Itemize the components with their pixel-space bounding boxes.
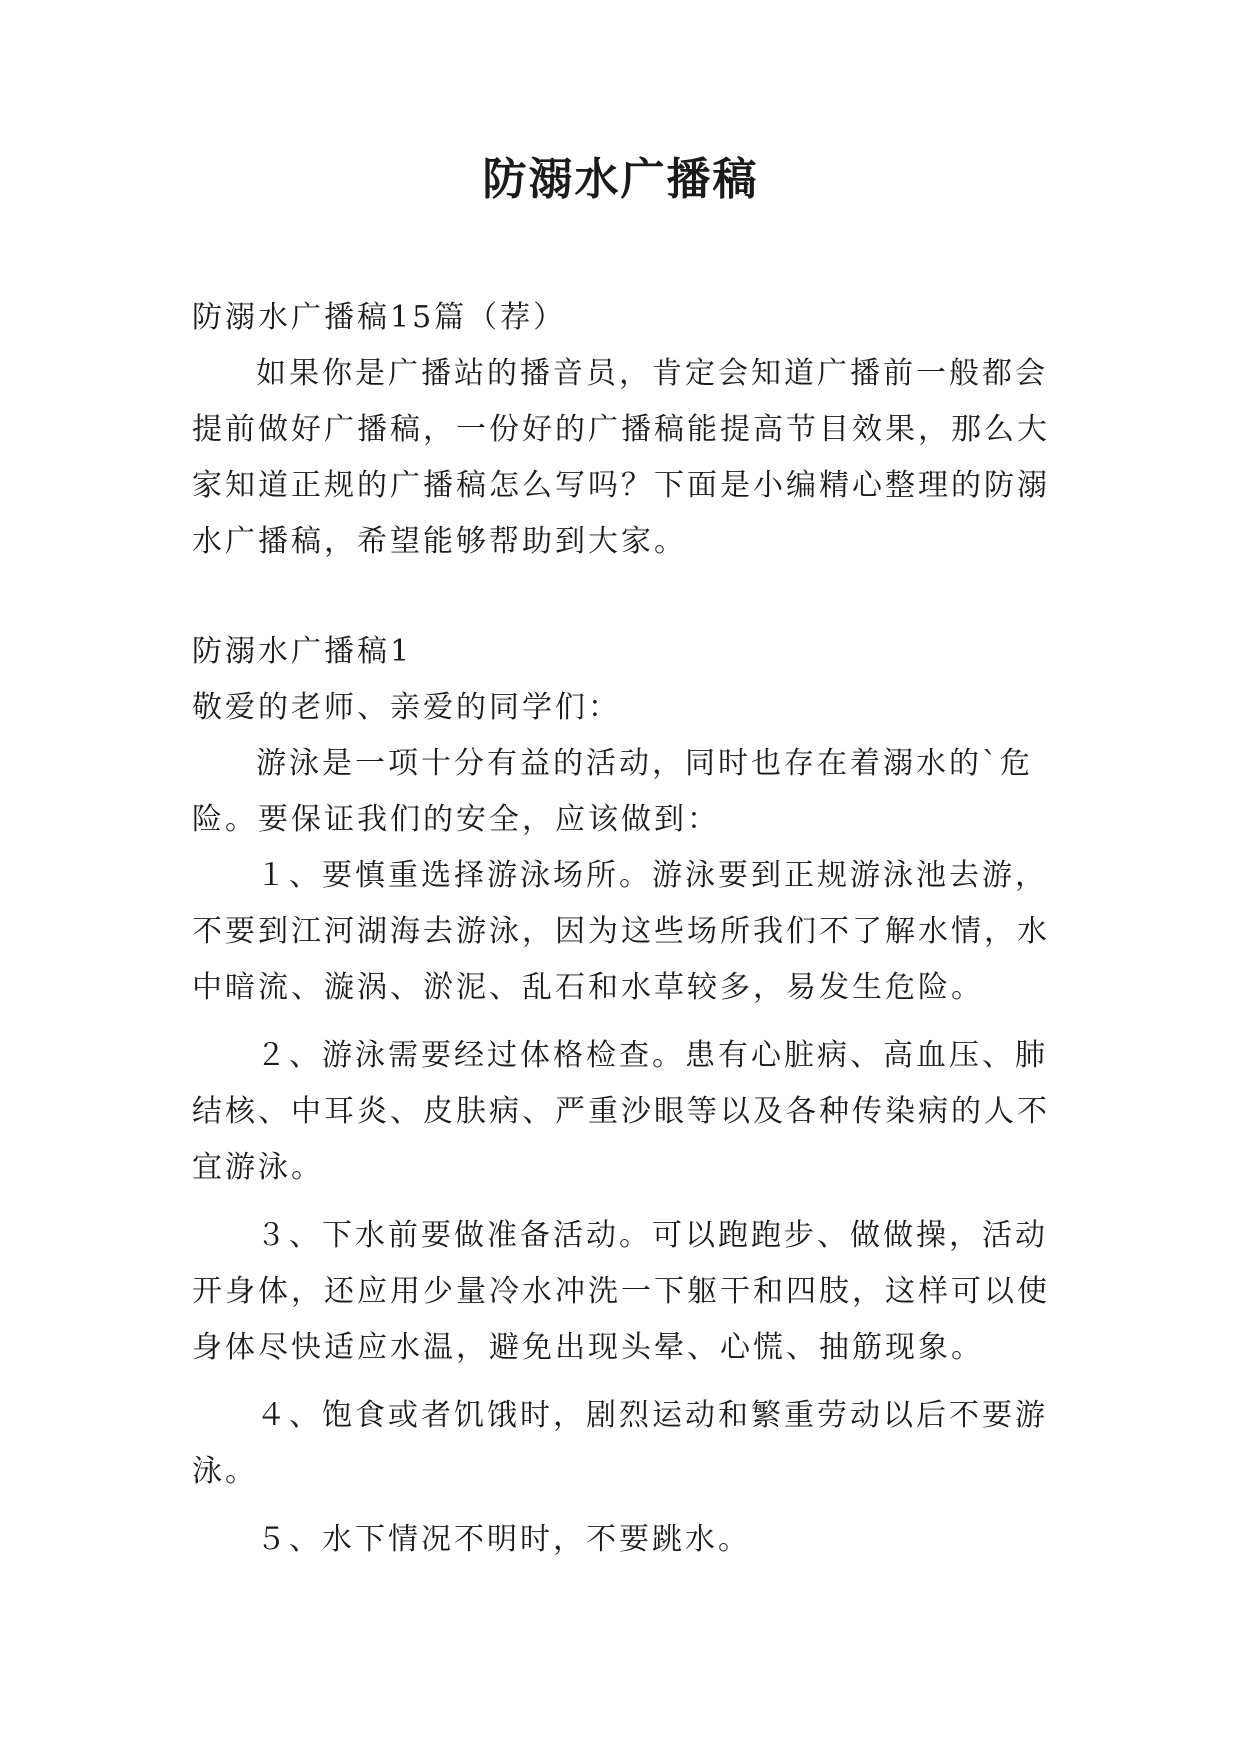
document-title: 防溺水广播稿 xyxy=(482,154,759,205)
list-item-5: ５、水下情况不明时，不要跳水。 xyxy=(256,1522,751,1557)
body-paragraph: 游泳是一项十分有益的活动，同时也存在着溺水的`危险。要保证我们的安全，应该做到： xyxy=(192,746,1033,837)
list-item-3: ３、下水前要做准备活动。可以跑跑步、做做操，活动开身体，还应用少量冷水冲洗一下躯干和四肢，这样可以使身体尽快适应水温，避免出现头晕、心慌、抽筋现象。 xyxy=(192,1218,1050,1365)
section-heading: 防溺水广播稿1 xyxy=(192,634,413,669)
document-subtitle: 防溺水广播稿15篇（荐） xyxy=(192,300,567,335)
list-item-2: ２、游泳需要经过体格检查。患有心脏病、高血压、肺结核、中耳炎、皮肤病、严重沙眼等以及各种传染病的人不宜游泳。 xyxy=(192,1038,1050,1185)
list-item-4: ４、饱食或者饥饿时，剧烈运动和繁重劳动以后不要游泳。 xyxy=(192,1398,1048,1489)
intro-paragraph: 如果你是广播站的播音员，肯定会知道广播前一般都会提前做好广播稿，一份好的广播稿能提高节目效果，那么大家知道正规的广播稿怎么写吗？下面是小编精心整理的防溺水广播稿，希望能够帮助到大家。 xyxy=(192,356,1050,559)
salutation: 敬爱的老师、亲爱的同学们： xyxy=(192,690,621,725)
document-body xyxy=(192,290,1060,1568)
list-item-1: １、要慎重选择游泳场所。游泳要到正规游泳池去游，不要到江河湖海去游泳，因为这些场所我们不了解水情，水中暗流、漩涡、淤泥、乱石和水草较多，易发生危险。 xyxy=(192,858,1050,1005)
